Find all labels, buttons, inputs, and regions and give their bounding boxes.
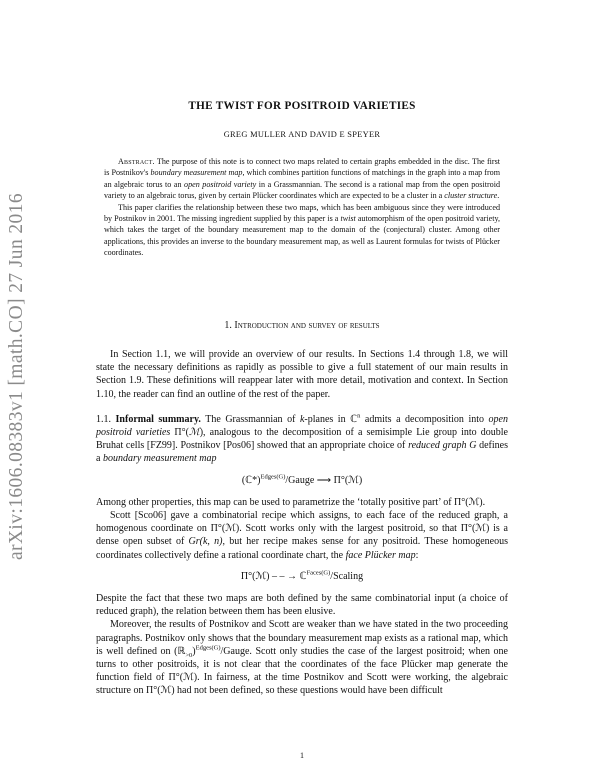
- body-span: Π°(: [170, 427, 189, 439]
- body-span: ): [192, 645, 196, 657]
- abstract-text: .: [497, 191, 500, 201]
- equation-text: (ℂ*): [241, 474, 261, 486]
- abstract: [104, 156, 500, 259]
- body-text: [96, 348, 508, 698]
- body-span: Scott [Sco06] gave a combinatorial recipe which assigns, to each face of the reduced graph, a homogenous coordinate on Π°(ℳ). Scott works only with the largest positroid, so that Π°(ℳ) is a dense open subset of: [96, 510, 508, 548]
- body-span: The Grassmannian of: [200, 413, 300, 425]
- section-number: 1.: [224, 320, 235, 331]
- abstract-label: Abstract.: [118, 157, 155, 166]
- page-number: 1: [300, 751, 304, 760]
- equation-text: Π°(ℳ) – – → ℂ: [240, 570, 307, 582]
- body-span: Moreover, the results of Postnikov and Scott are weaker than we have stated in the two proceeding paragraphs. Postnikov only shows that the boundary measurement map exists as a rational map, which is well defined on (ℝ: [96, 619, 508, 657]
- equation-text: /Scaling: [330, 570, 364, 582]
- abstract-paragraph-1: [104, 156, 500, 202]
- body-emphasis: face Plücker map: [345, 549, 416, 561]
- abstract-text: , which combines partition functions of matchings in the graph into a map from an algebraic torus to an: [104, 168, 500, 189]
- abstract-emphasis: open positroid variety: [184, 179, 257, 189]
- abstract-text: in a Grassmannian. The second is a rational map from the open positroid variety to an algebraic torus, given by certain Plücker coordinates which are expected to be a cluster in a: [104, 179, 500, 201]
- body-emphasis: boundary measurement map: [102, 453, 217, 465]
- moreover-paragraph: [96, 618, 508, 697]
- equation-boundary-measurement: [96, 474, 508, 487]
- paper-title: THE TWIST FOR POSITROID VARIETIES: [188, 100, 416, 112]
- body-span: -planes in ℂ: [304, 413, 358, 425]
- equation-superscript: Edges(G): [260, 473, 286, 481]
- body-span: :: [415, 549, 419, 561]
- scott-paragraph: [96, 509, 508, 562]
- abstract-text: The purpose of this note is to connect two maps related to certain graphs embedded in the disc. The first is Postnikov's: [104, 157, 500, 178]
- section-title-text: Introduction and survey of results: [234, 320, 380, 331]
- abstract-emphasis: cluster structure: [444, 191, 498, 201]
- abstract-text: automorphism of the open positroid variety, which takes the target of the boundary measurement map to the domain of the (conjectural) cluster. Among other applications, this provides an inverse to the boundary measurement map, as well as Laurent formulas for twists of Plücker coordinates.: [104, 214, 501, 258]
- arxiv-identifier-stamp: arXiv:1606.08383v1 [math.CO] 27 Jun 2016: [6, 193, 27, 560]
- abstract-emphasis: twist: [340, 214, 356, 224]
- equation-face-plucker: [96, 570, 508, 583]
- abstract-text: This paper clarifies the relationship between these two maps, which has been ambiguous since they were introduced by Postnikov in 2001. The missing ingredient supplied by this paper is a: [104, 202, 500, 224]
- informal-summary-paragraph: [96, 413, 508, 466]
- math-var: ℳ: [188, 427, 200, 439]
- intro-paragraph: In Section 1.1, we will provide an overview of our results. In Sections 1.4 through 1.8, we will state the necessary definitions as rapidly as possible to give a full statement of our main results in Section 1.9. These definitions will reappear later with more detail, motivation and context. In Section 1.10, the reader can find an outline of the rest of the paper.: [96, 349, 508, 400]
- body-emphasis: open positroid varieties: [96, 413, 508, 439]
- section-heading: [96, 320, 508, 331]
- paper-authors: GREG MULLER AND DAVID E SPEYER: [223, 130, 381, 139]
- parametrize-paragraph: Among other properties, this map can be used to parametrize the ‘totally positive part’ of Π°(ℳ).: [96, 496, 486, 508]
- subsection-number: 1.1.: [96, 413, 116, 425]
- body-span: /Gauge. Scott only studies the case of the largest positroid; when one turns to other positroids, it is not clear that the coordinates of the face Plücker map generate the function field of Π°(ℳ). In fairness, at the time Postnikov and Scott were working, the algebraic structure on Π°(ℳ) had not been defined, so these questions would have been difficult: [96, 645, 508, 697]
- math-var: k: [299, 413, 305, 425]
- math-var: Gr(k, n): [188, 536, 223, 548]
- body-span: admits a decomposition into: [360, 413, 489, 425]
- body-span: ), analogous to the decomposition of a semisimple Lie group into double Bruhat cells [FZ99]. Postnikov [Pos06] showed that an appropriate choice of: [96, 427, 508, 452]
- abstract-emphasis: boundary measurement map: [150, 168, 243, 178]
- math-superscript: Edges(G): [195, 644, 221, 652]
- body-span: , but her recipe makes sense for any positroid. These homogeneous coordinates collectively define a rational coordinate chart, the: [96, 536, 508, 561]
- body-emphasis: reduced graph G: [408, 440, 477, 452]
- equation-text: /Gauge ⟶ Π°(ℳ): [285, 474, 363, 486]
- equation-superscript: Faces(G): [306, 569, 331, 577]
- body-span: defines a: [96, 440, 508, 465]
- abstract-paragraph-2: [104, 202, 500, 259]
- math-subscript: >0: [185, 651, 193, 659]
- subsection-title: Informal summary.: [115, 413, 201, 425]
- math-superscript: n: [357, 412, 361, 420]
- elusive-paragraph: Despite the fact that these two maps are both defined by the same combinatorial input (a choice of reduced graph), the relation between them has been elusive.: [96, 593, 508, 618]
